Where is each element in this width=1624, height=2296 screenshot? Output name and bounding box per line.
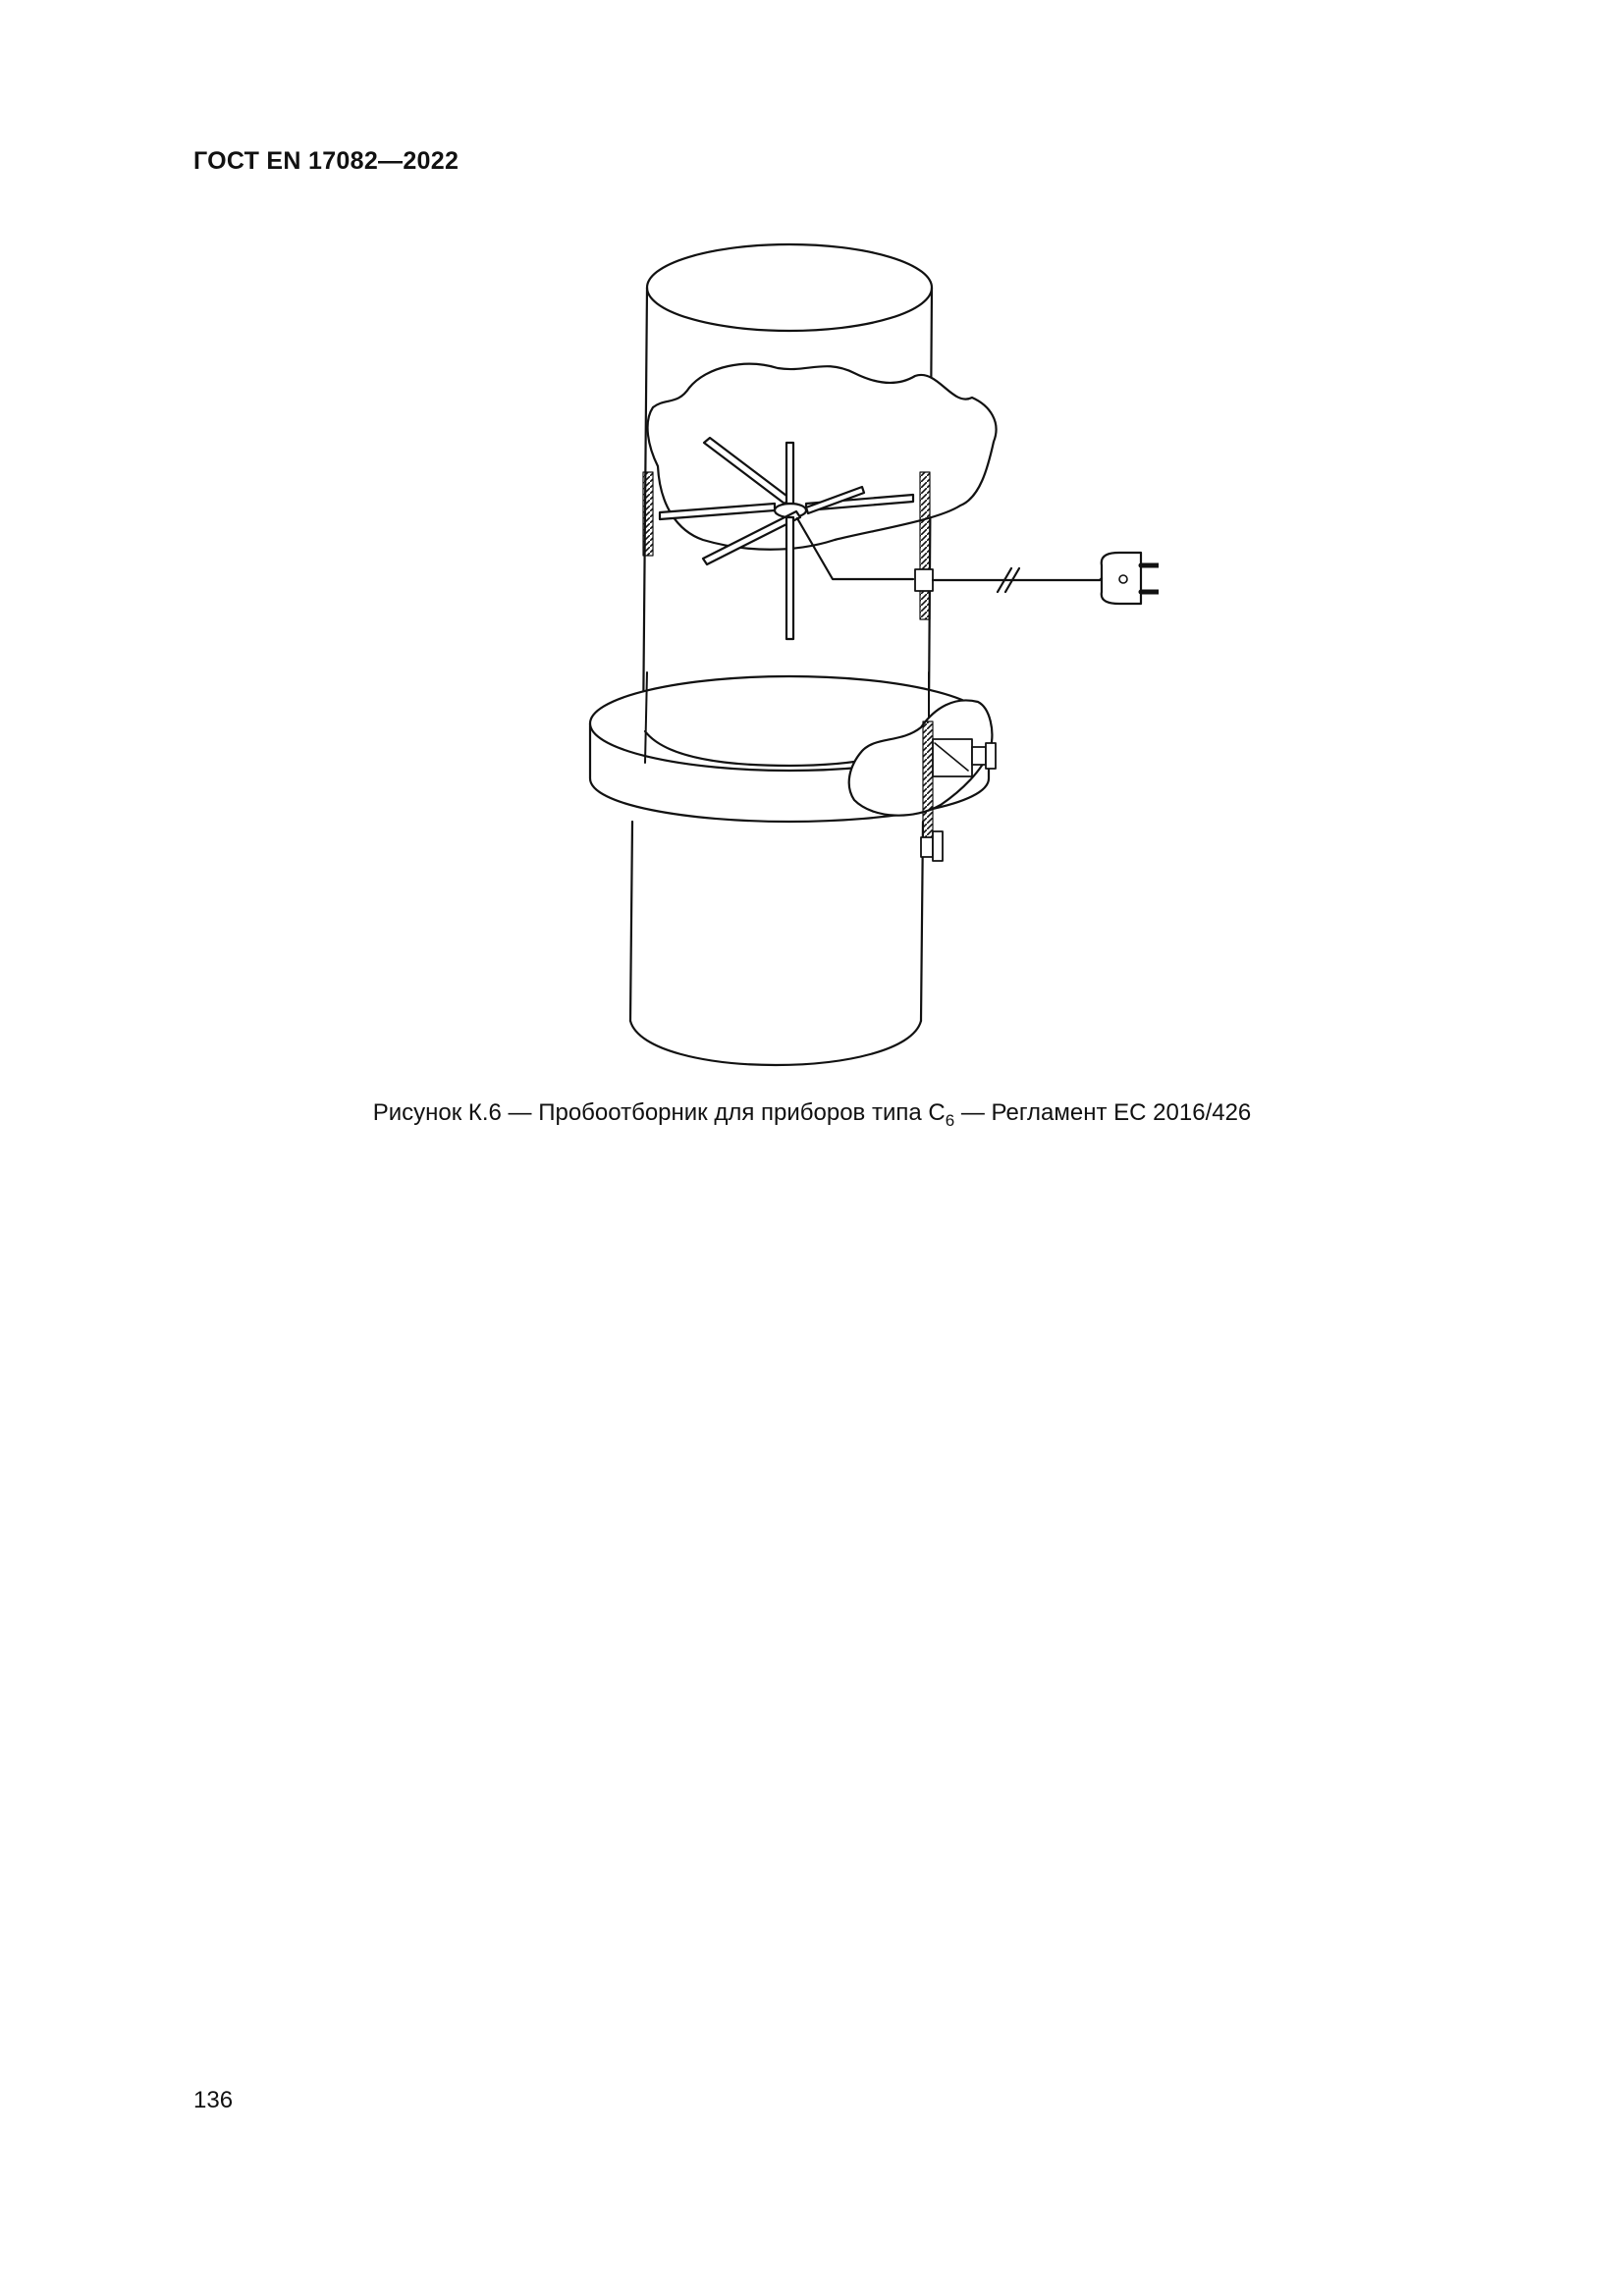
caption-text: Рисунок К.6 — Пробоотборник для приборов типа С	[372, 1099, 946, 1126]
plug-icon	[1100, 553, 1159, 604]
figure-caption	[0, 1099, 1624, 1130]
lower-cylinder	[630, 822, 943, 1065]
page-number: 136	[193, 2087, 234, 2113]
caption-subscript: 6	[945, 1111, 955, 1130]
document-code: ГОСТ EN 17082—2022	[193, 147, 460, 175]
sampler-drawing	[550, 240, 1159, 1075]
power-cable	[915, 568, 1100, 592]
caption-text-end: — Регламент ЕС 2016/426	[954, 1099, 1252, 1126]
